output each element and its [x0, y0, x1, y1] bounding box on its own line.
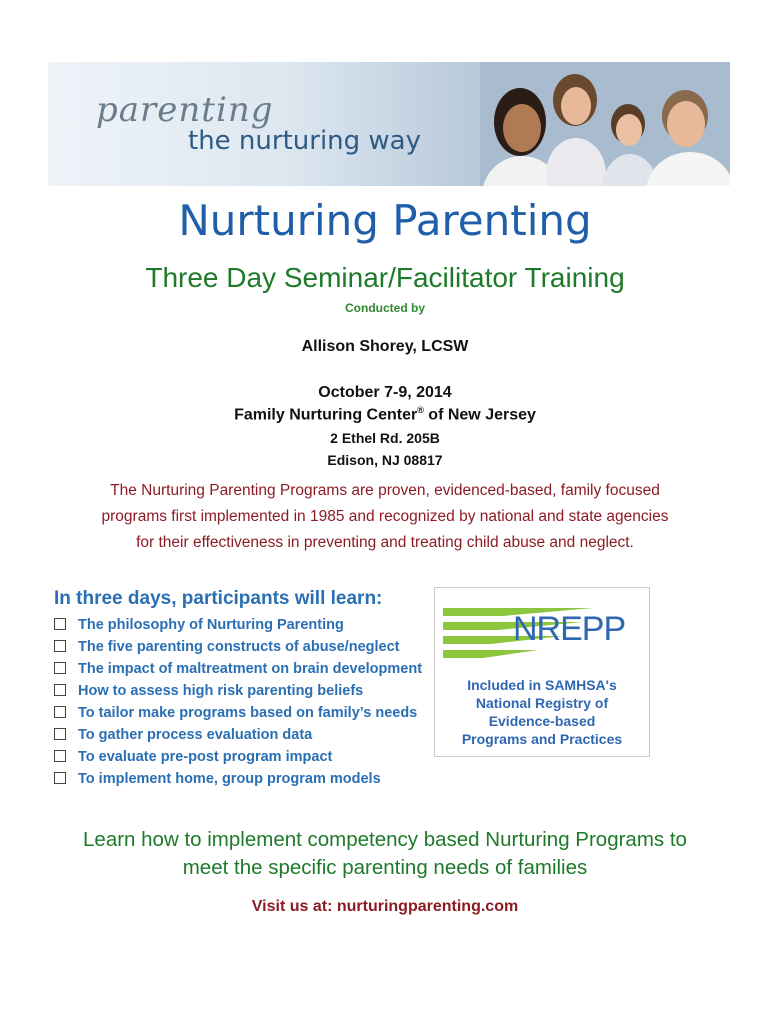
checkbox-bullet-icon: [54, 706, 66, 718]
call-to-action: [0, 826, 770, 882]
list-item-text: The philosophy of Nurturing Parenting: [78, 617, 344, 633]
list-item: [54, 746, 422, 768]
description-line: The Nurturing Parenting Programs are proven, evidenced-based, family focused: [110, 482, 660, 499]
conducted-by-label: Conducted by: [345, 301, 425, 315]
checkbox-bullet-icon: [54, 772, 66, 784]
family-photo: [480, 62, 730, 186]
nrepp-caption: [435, 676, 649, 748]
list-item: [54, 680, 422, 702]
checkbox-bullet-icon: [54, 750, 66, 762]
description-line: programs first implemented in 1985 and recognized by national and state agencies: [101, 508, 669, 525]
presenter-name: Allison Shorey, LCSW: [301, 338, 469, 355]
list-item-text: To evaluate pre-post program impact: [78, 749, 333, 765]
list-item-text: To tailor make programs based on family’s needs: [78, 705, 418, 721]
nrepp-badge: [434, 587, 650, 757]
list-item-text: To implement home, group program models: [78, 771, 381, 787]
program-description: [60, 478, 710, 556]
banner-script-text: parenting: [96, 90, 274, 130]
checkbox-bullet-icon: [54, 728, 66, 740]
cta-line: Learn how to implement competency based Nurturing Programs to: [83, 828, 687, 851]
venue-name-part2: of New Jersey: [423, 406, 536, 424]
list-item-text: How to assess high risk parenting beliefs: [78, 683, 364, 699]
description-line: for their effectiveness in preventing and treating child abuse and neglect.: [136, 534, 634, 551]
checkbox-bullet-icon: [54, 640, 66, 652]
registered-mark: ®: [417, 405, 424, 415]
banner-tagline: the nurturing way: [188, 126, 421, 156]
cta-line: meet the specific parenting needs of families: [182, 856, 588, 879]
list-item: [54, 614, 422, 636]
page-title: Nurturing Parenting: [178, 196, 592, 245]
learn-heading: In three days, participants will learn:: [54, 588, 383, 609]
list-item: [54, 658, 422, 680]
nrepp-caption-line: National Registry of: [475, 695, 609, 711]
venue-street: 2 Ethel Rd. 205B: [330, 430, 440, 446]
page-subtitle: Three Day Seminar/Facilitator Training: [145, 262, 625, 293]
venue-city: Edison, NJ 08817: [327, 452, 443, 468]
nrepp-caption-line: Programs and Practices: [461, 731, 623, 747]
header-banner: [48, 62, 730, 186]
list-item-text: To gather process evaluation data: [78, 727, 313, 743]
learn-list: [54, 614, 422, 790]
checkbox-bullet-icon: [54, 618, 66, 630]
list-item: [54, 636, 422, 658]
list-item: [54, 702, 422, 724]
list-item: [54, 768, 422, 790]
nrepp-caption-line: Included in SAMHSA's: [467, 677, 617, 693]
event-dates: October 7-9, 2014: [318, 384, 452, 401]
nrepp-caption-line: Evidence-based: [488, 713, 596, 729]
venue-name-part1: Family Nurturing Center: [234, 406, 418, 424]
list-item-text: The five parenting constructs of abuse/neglect: [78, 639, 400, 655]
website-link[interactable]: Visit us at: nurturingparenting.com: [251, 898, 519, 915]
list-item: [54, 724, 422, 746]
list-item-text: The impact of maltreatment on brain development: [78, 661, 423, 677]
nrepp-logo: NREPP: [513, 610, 626, 648]
checkbox-bullet-icon: [54, 662, 66, 674]
checkbox-bullet-icon: [54, 684, 66, 696]
event-venue: [0, 405, 770, 424]
